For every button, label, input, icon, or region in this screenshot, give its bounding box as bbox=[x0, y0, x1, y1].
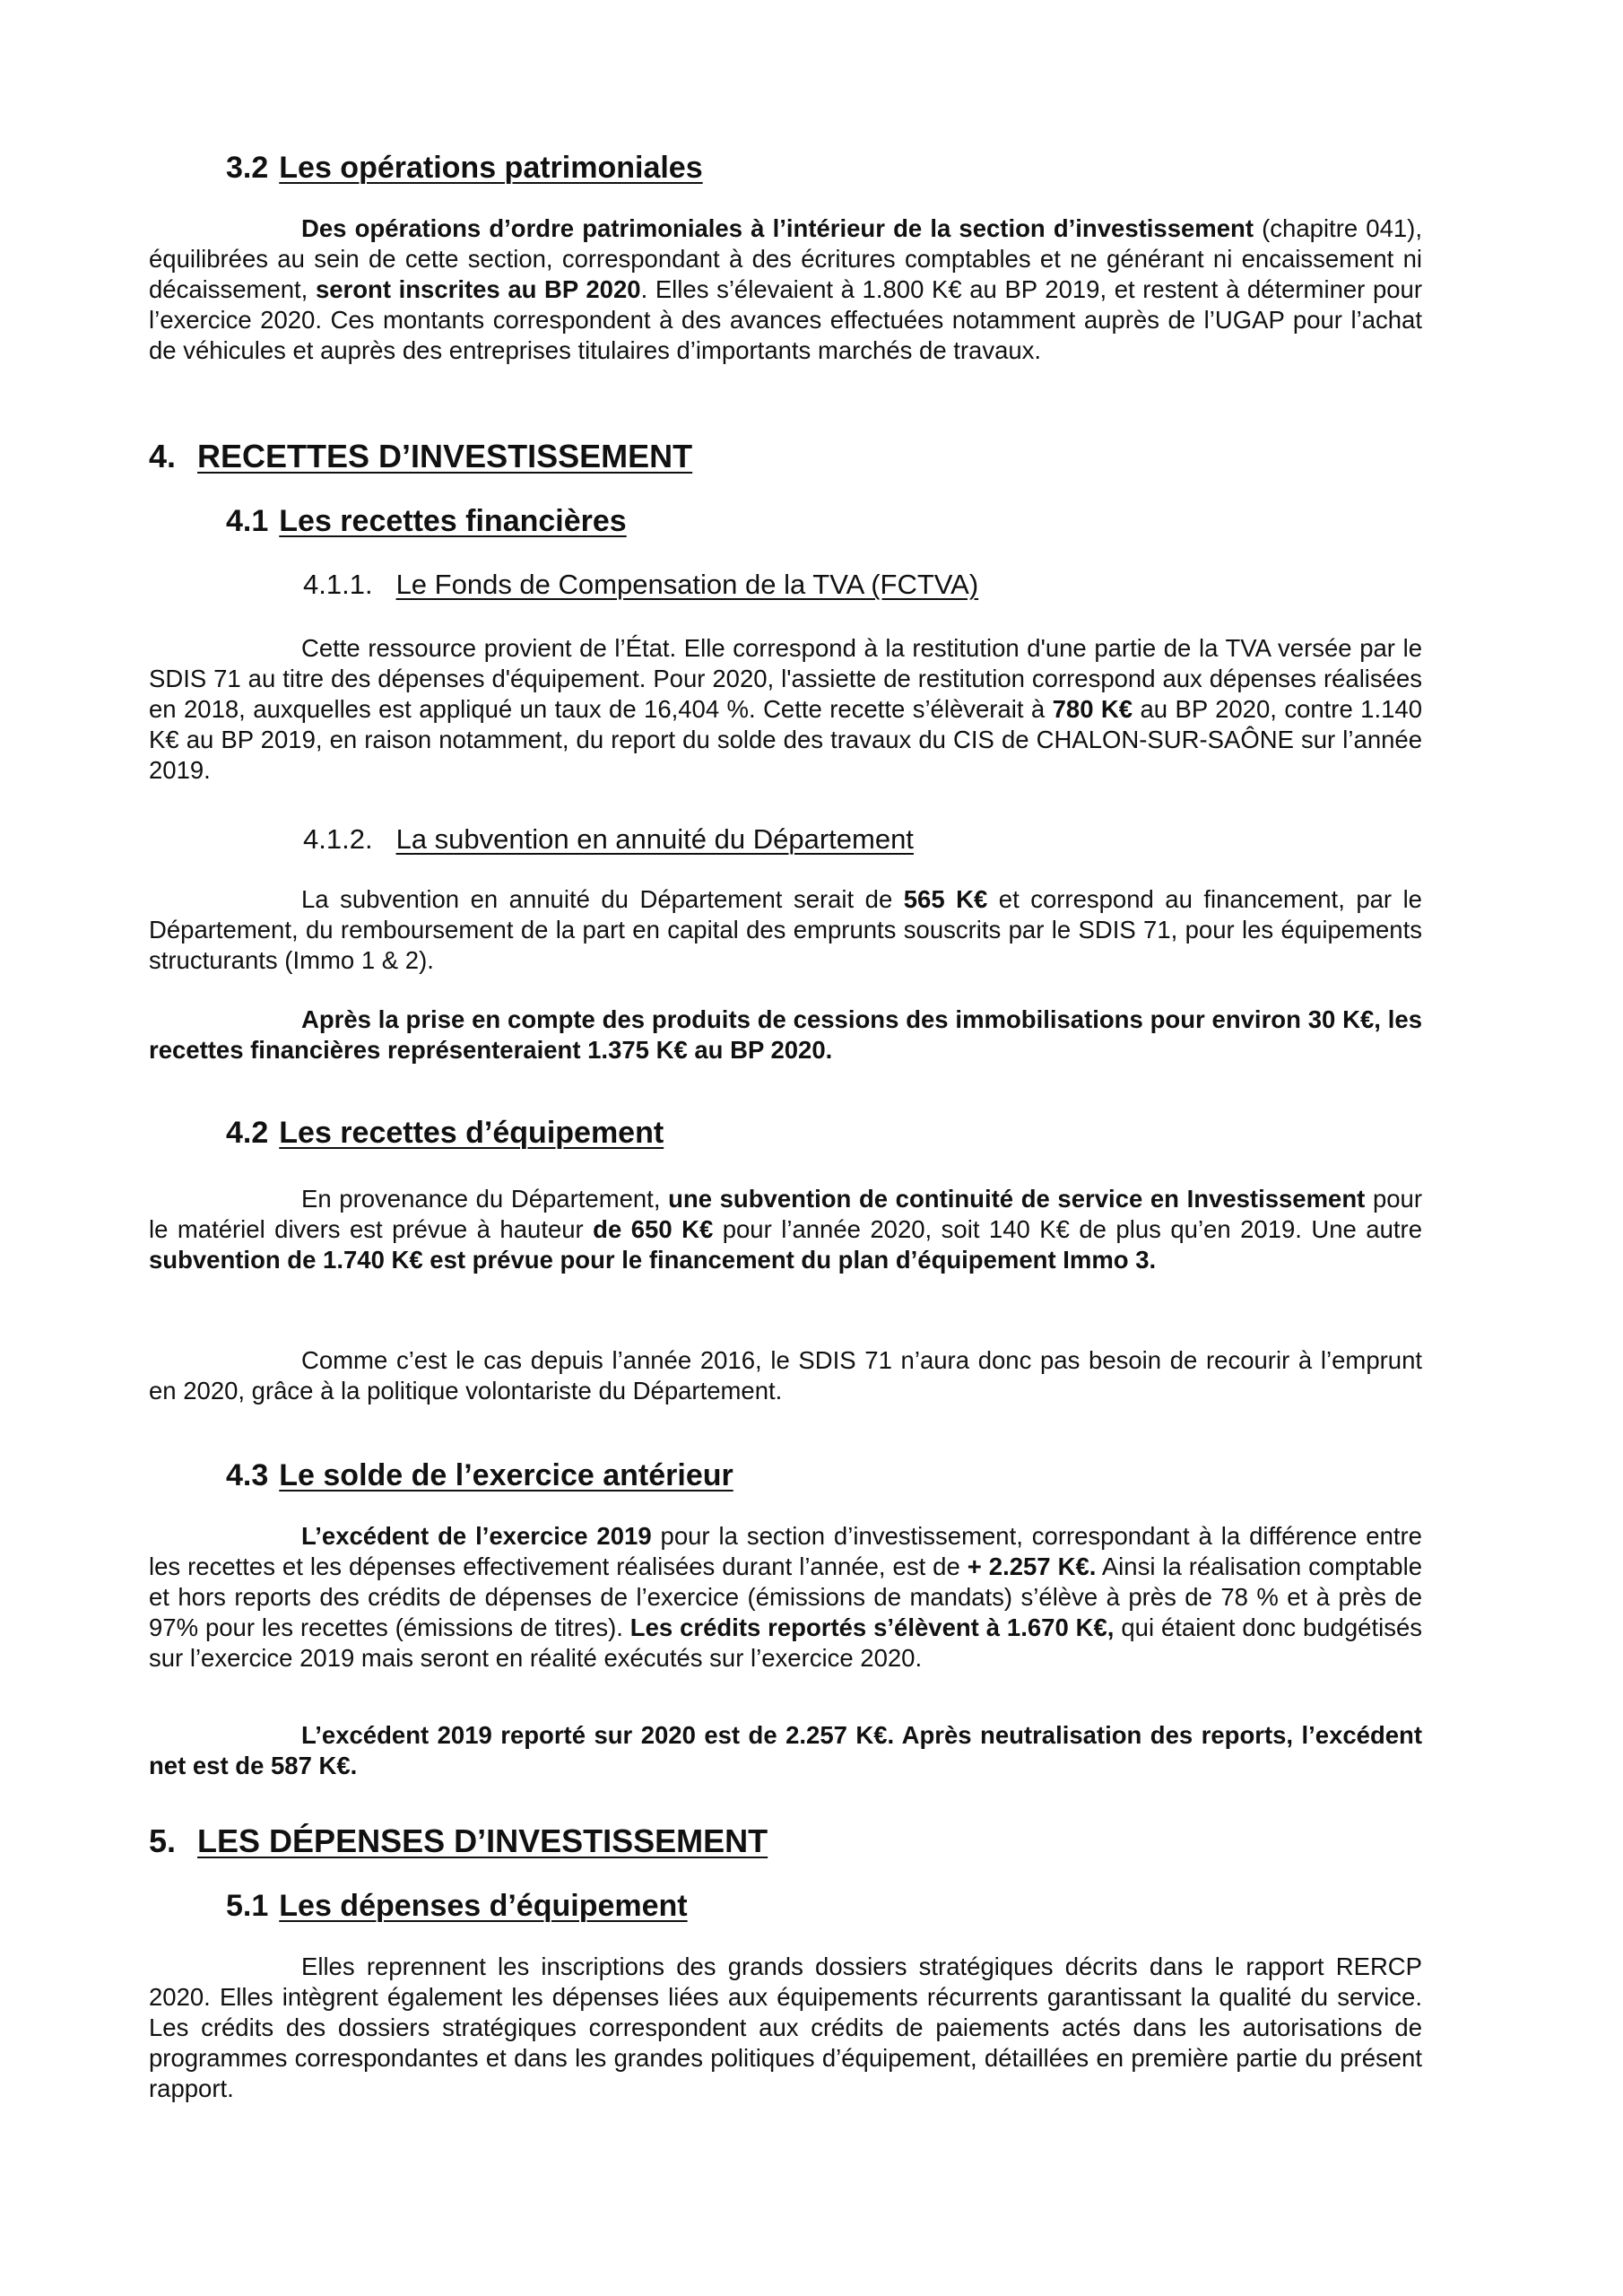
paragraph-emprunt bbox=[149, 1345, 1422, 1406]
chapter-number: 5. bbox=[149, 1822, 177, 1859]
paragraph-depenses-equipement bbox=[149, 1952, 1422, 2104]
section-number: 5.1 bbox=[226, 1889, 269, 1923]
subsection-heading-4-1-2 bbox=[303, 823, 914, 856]
section-title: Le solde de l’exercice antérieur bbox=[279, 1458, 733, 1492]
section-heading-3-2 bbox=[226, 151, 703, 186]
subsection-number: 4.1.2. bbox=[303, 823, 373, 855]
text: pour l’année 2020, soit 140 K€ de plus qu’en 2019. Une autre bbox=[713, 1215, 1422, 1243]
section-title: Les dépenses d’équipement bbox=[279, 1889, 688, 1923]
section-title: Les recettes d’équipement bbox=[279, 1116, 664, 1150]
subsection-title: La subvention en annuité du Département bbox=[395, 823, 914, 855]
paragraph-excedent bbox=[149, 1521, 1422, 1674]
paragraph-fctva bbox=[149, 633, 1422, 786]
text: au BP 2020, contre 1.140 K€ au BP 2019, en raison notamment, du report du solde des travaux du CIS de CHALON-SUR-SAÔNE sur l’année 2019. bbox=[149, 695, 1422, 784]
bold-text: L’excédent de l’exercice 2019 bbox=[301, 1522, 652, 1550]
section-heading-5-1 bbox=[226, 1889, 688, 1924]
section-heading-4-3 bbox=[226, 1458, 733, 1493]
section-title: Les recettes financières bbox=[279, 504, 627, 538]
bold-text: 565 K€ bbox=[903, 885, 988, 913]
chapter-title: RECETTES D’INVESTISSEMENT bbox=[197, 438, 693, 474]
subsection-title: Le Fonds de Compensation de la TVA (FCTVA) bbox=[395, 569, 979, 600]
text: et correspond au financement, par le Département, du remboursement de la part en capital des emprunts souscrits par le SDIS 71, pour les équipements structurants (Immo 1 & 2). bbox=[149, 885, 1422, 974]
bold-text: seront inscrites au BP 2020 bbox=[315, 275, 641, 303]
text: qui étaient donc budgétisés sur l’exercice 2019 mais seront en réalité exécutés sur l’exercice 2020. bbox=[149, 1613, 1422, 1672]
text: pour la section d’investissement, correspondant à la différence entre les recettes et les dépenses effectivement réalisées durant l’année, est de bbox=[149, 1522, 1422, 1580]
chapter-title: LES DÉPENSES D’INVESTISSEMENT bbox=[197, 1822, 768, 1859]
text: (chapitre 041), équilibrées au sein de cette section, correspondant à des écritures comptables et ne générant ni encaissement ni décaissement, bbox=[149, 214, 1422, 303]
bold-text: une subvention de continuité de service en Investissement bbox=[668, 1185, 1366, 1213]
text: En provenance du Département, bbox=[301, 1185, 669, 1213]
text: Elles reprennent les inscriptions des grands dossiers stratégiques décrits dans le rapport RERCP 2020. Elles intègrent également les dépenses liées aux équipements récurrents garantissant la qualité du service. Les crédits des dossiers stratégiques correspondent aux crédits de paiements actés dans les autorisations de programmes correspondantes et dans les grandes politiques d’équipement, détaillées en première partie du présent rapport. bbox=[149, 1952, 1422, 2102]
bold-text: Après la prise en compte des produits de cessions des immobilisations pour environ 30 K€, les recettes financières représenteraient 1.375 K€ au BP 2020. bbox=[149, 1005, 1422, 1064]
section-number: 3.2 bbox=[226, 151, 269, 185]
paragraph-subvention-annuite bbox=[149, 884, 1422, 976]
section-heading-4-2 bbox=[226, 1116, 664, 1151]
text: La subvention en annuité du Département serait de bbox=[301, 885, 904, 913]
section-title: Les opérations patrimoniales bbox=[279, 151, 703, 185]
text: Comme c’est le cas depuis l’année 2016, le SDIS 71 n’aura donc pas besoin de recourir à l’emprunt en 2020, grâce à la politique volontariste du Département. bbox=[149, 1346, 1422, 1405]
text: Cette ressource provient de l’État. Elle correspond à la restitution d'une partie de la TVA versée par le SDIS 71 au titre des dépenses d'équipement. Pour 2020, l'assiette de restitution correspond aux dépenses réalisées en 2018, auxquelles est appliqué un taux de 16,404 %. Cette recette s’élèverait à bbox=[149, 634, 1422, 723]
section-number: 4.1 bbox=[226, 504, 269, 538]
paragraph-excedent-net bbox=[149, 1720, 1422, 1781]
chapter-heading-5 bbox=[149, 1822, 768, 1860]
bold-text: Les crédits reportés s’élèvent à 1.670 K€, bbox=[629, 1613, 1115, 1641]
text: Ainsi la réalisation comptable et hors reports des crédits de dépenses de l’exercice (émissions de mandats) s’élève à près de 78 % et à près de 97% pour les recettes (émissions de titres). bbox=[149, 1552, 1422, 1641]
paragraph-recettes-equipement bbox=[149, 1184, 1422, 1275]
chapter-heading-4 bbox=[149, 438, 692, 475]
paragraph-recettes-financieres-total bbox=[149, 1004, 1422, 1065]
subsection-number: 4.1.1. bbox=[303, 569, 373, 600]
bold-text: Des opérations d’ordre patrimoniales à l’intérieur de la section d’investissement bbox=[301, 214, 1254, 242]
section-number: 4.2 bbox=[226, 1116, 269, 1150]
bold-text: 780 K€ bbox=[1052, 695, 1133, 723]
paragraph-operations-patrimoniales bbox=[149, 213, 1422, 366]
bold-text: subvention de 1.740 K€ est prévue pour le financement du plan d’équipement Immo 3. bbox=[149, 1246, 1157, 1274]
section-heading-4-1 bbox=[226, 504, 627, 539]
text: . Elles s’élevaient à 1.800 K€ au BP 2019, et restent à déterminer pour l’exercice 2020. Ces montants correspondent à des avances effectuées notamment auprès de l’UGAP pour l’achat de véhicules et auprès des entreprises titulaires d’importants marchés de travaux. bbox=[149, 275, 1422, 364]
section-number: 4.3 bbox=[226, 1458, 269, 1492]
text: pour le matériel divers est prévue à hauteur bbox=[149, 1185, 1422, 1243]
chapter-number: 4. bbox=[149, 438, 177, 474]
bold-text: de 650 K€ bbox=[593, 1215, 714, 1243]
bold-text: L’excédent 2019 reporté sur 2020 est de 2.257 K€. Après neutralisation des reports, l’excédent net est de 587 K€. bbox=[149, 1721, 1422, 1779]
subsection-heading-4-1-1 bbox=[303, 569, 978, 601]
bold-text: + 2.257 K€. bbox=[967, 1552, 1097, 1580]
